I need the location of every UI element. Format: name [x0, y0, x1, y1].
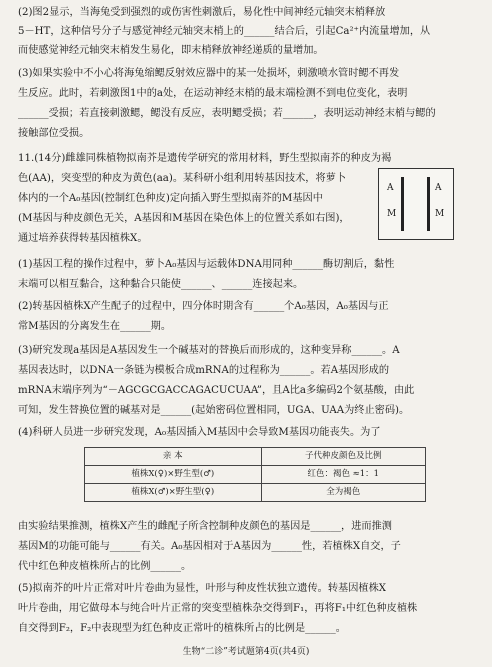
text-line: 5－HT，这种信号分子与感觉神经元轴突末梢上的______结合后，引起Ca²⁺内流量增加，从 — [18, 26, 431, 37]
table-row — [85, 484, 426, 502]
text-line: 自交得到F₂，F₂中表现型为红色种皮正常叶的植株所占的比例是______。 — [18, 623, 346, 634]
text-line: (2)图2显示，当海兔受到强烈的或伤害性刺激后，易化性中间神经元轴突末梢释放 — [18, 7, 386, 18]
text-line: (2)转基因植株X产生配子的过程中，四分体时期含有______个A₀基因，A₀基因与正 — [18, 301, 389, 312]
allele-label: A — [435, 183, 442, 193]
table-row — [85, 466, 426, 484]
page-footer: 生物“二诊”考试题第4页(共4页) — [182, 647, 310, 657]
experiment-table — [84, 447, 426, 502]
allele-label: A — [387, 183, 394, 193]
chromosome-figure — [378, 168, 454, 240]
allele-label: M — [435, 209, 445, 219]
text-line: 可知，发生替换位置的碱基对是______(起始密码位置相同，UGA、UAA为终止密码)。 — [18, 405, 410, 416]
text-line: (5)拟南芥的叶片正常对叶片卷曲为显性，叶形与种皮性状独立遗传。转基因植株X — [18, 583, 387, 594]
table-header-row — [85, 448, 426, 466]
table-header: 亲 本 — [85, 448, 262, 466]
text-line: 生反应。此时，若刺激图1中的a处，在运动神经末梢的最末端检测不到电位变化，表明 — [18, 88, 408, 99]
text-line: 色(AA)，突变型的种皮为黄色(aa)。某科研小组利用转基因技术，将萝卜 — [18, 173, 347, 184]
table-header: 子代种皮颜色及比例 — [261, 448, 425, 466]
chromosome-left — [401, 177, 404, 231]
text-line: mRNA末端序列为“－AGCGCGACCAGACUCUAA”，且A比a多编码2个氨基酸，由此 — [18, 385, 415, 396]
text-line: 体内的一个A₀基因(控制红色种皮)定向插入野生型拟南芥的M基因中 — [18, 193, 323, 204]
text-line: 常M基因的分离发生在______期。 — [18, 321, 172, 332]
text-line: 代中红色种皮植株所占的比例______。 — [18, 561, 192, 572]
text-line: ______受损；若直接刺激鳃，鳃没有反应，表明鳃受损；若______，表明运动神经末梢与鳃的 — [18, 108, 436, 119]
text-line: (M基因与种皮颜色无关，A基因和M基因在染色体上的位置关系如右图)， — [18, 213, 350, 224]
text-line: (3)如果实验中不小心将海兔缩鳃反射效应器中的某一处损坏，刺激喷水管时鳃不再发 — [18, 68, 400, 79]
text-line: 叶片卷曲，用它做母本与纯合叶片正常的突变型植株杂交得到F₁，再将F₁中红色种皮植株 — [18, 603, 418, 614]
text-line: 通过培养获得转基因植株X。 — [18, 233, 148, 244]
allele-label: M — [387, 209, 397, 219]
table-cell: 红色：褐色 ≈1：1 — [261, 466, 425, 484]
table-cell: 植株X(♂)×野生型(♀) — [85, 484, 262, 502]
table-cell: 全为褐色 — [261, 484, 425, 502]
text-line: 由实验结果推测，植株X产生的雌配子所含控制种皮颜色的基因是______，进而推测 — [18, 521, 392, 532]
text-line: (1)基因工程的操作过程中，萝卜A₀基因与运载体DNA用同种______酶切割后，黏性 — [18, 259, 395, 270]
text-line: 接触部位受损。 — [18, 128, 90, 139]
text-line: (3)研究发现a基因是A基因发生一个碱基对的替换后而形成的，这种变异称______。A — [18, 345, 400, 356]
chromosome-right — [427, 177, 430, 231]
text-line: 基因表达时，以DNA一条链为模板合成mRNA的过程称为______。若A基因形成的 — [18, 365, 390, 376]
question-11-intro: 11.(14分)雌雄同株植物拟南芥是遗传学研究的常用材料，野生型拟南芥的种皮为褐 — [18, 153, 392, 164]
text-line: 而使感觉神经元轴突末梢发生易化，即末梢释放神经递质的量增加。 — [18, 45, 324, 56]
table-cell: 植株X(♀)×野生型(♂) — [85, 466, 262, 484]
text-line: (4)科研人员进一步研究发现，A₀基因插入M基因中会导致M基因功能丧失。为了 — [18, 427, 381, 438]
text-line: 末端可以相互黏合，这种黏合只能使______、______连接起来。 — [18, 279, 304, 290]
text-line: 基因M的功能可能与______有关。A₀基因相对于A基因为______性，若植株X自交，子 — [18, 541, 401, 552]
